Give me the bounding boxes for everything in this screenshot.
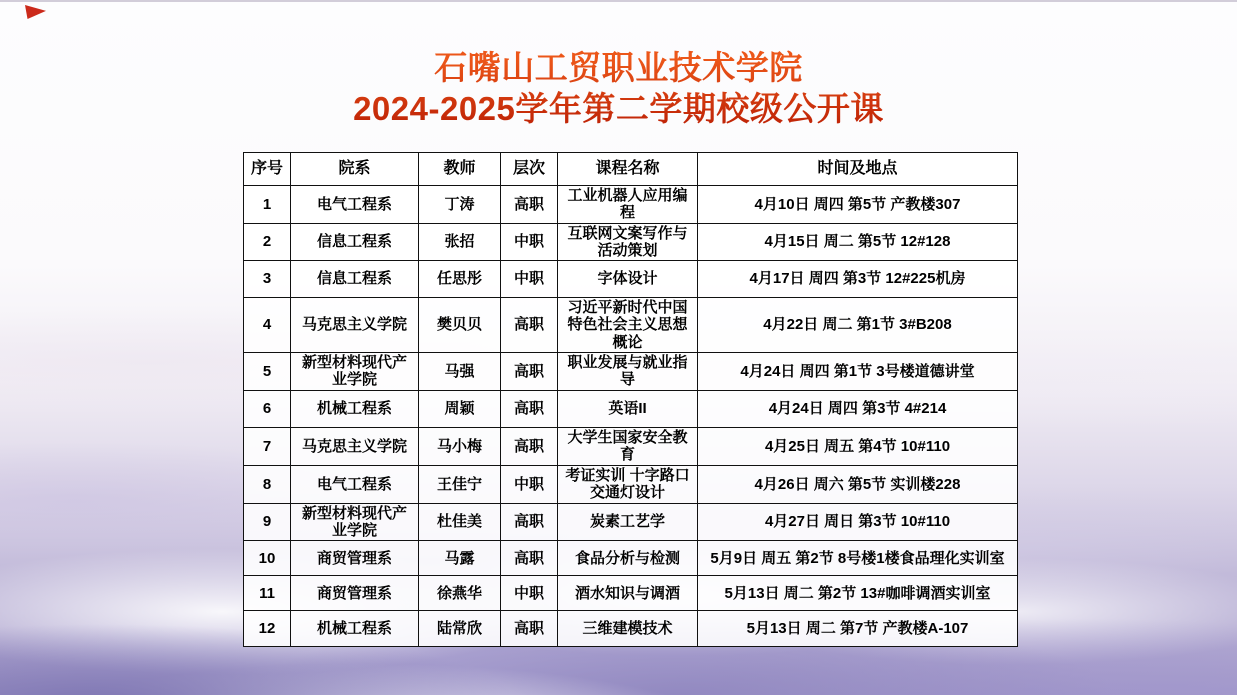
table-cell: 职业发展与就业指导: [558, 352, 698, 390]
header-cell-department: 院系: [291, 153, 419, 186]
table-cell: 马克思主义学院: [291, 427, 419, 465]
table-cell: 樊贝贝: [419, 298, 501, 353]
table-cell: 12: [244, 611, 291, 647]
table-cell: 任思彤: [419, 261, 501, 298]
table-row: [244, 427, 1018, 465]
table-cell: 新型材料现代产业学院: [291, 503, 419, 541]
table-cell: 4月25日 周五 第4节 10#110: [698, 427, 1018, 465]
table-cell: 杜佳美: [419, 503, 501, 541]
table-header-row: [244, 153, 1018, 186]
table-cell: 电气工程系: [291, 465, 419, 503]
table-cell: 王佳宁: [419, 465, 501, 503]
table-cell: 食品分析与检测: [558, 541, 698, 576]
table-cell: 5月13日 周二 第2节 13#咖啡调酒实训室: [698, 576, 1018, 611]
top-border-line: [0, 0, 1237, 2]
table-cell: 高职: [501, 427, 558, 465]
table-row: [244, 541, 1018, 576]
header-cell-index: 序号: [244, 153, 291, 186]
table-cell: 4月24日 周四 第3节 4#214: [698, 390, 1018, 427]
table-cell: 互联网文案写作与活动策划: [558, 223, 698, 261]
table-cell: 高职: [501, 541, 558, 576]
table-cell: 1: [244, 186, 291, 224]
table-cell: 高职: [501, 390, 558, 427]
table-row: [244, 390, 1018, 427]
table-row: [244, 611, 1018, 647]
header-cell-teacher: 教师: [419, 153, 501, 186]
table-cell: 习近平新时代中国特色社会主义思想概论: [558, 298, 698, 353]
table-cell: 中职: [501, 261, 558, 298]
table-cell: 6: [244, 390, 291, 427]
table-cell: 9: [244, 503, 291, 541]
table-cell: 高职: [501, 503, 558, 541]
table-cell: 4月24日 周四 第1节 3号楼道德讲堂: [698, 352, 1018, 390]
table-cell: 商贸管理系: [291, 541, 419, 576]
table-cell: 10: [244, 541, 291, 576]
table-cell: 新型材料现代产业学院: [291, 352, 419, 390]
table-row: [244, 465, 1018, 503]
table-cell: 大学生国家安全教育: [558, 427, 698, 465]
table-cell: 4月22日 周二 第1节 3#B208: [698, 298, 1018, 353]
table-row: [244, 503, 1018, 541]
page-title-line2: 2024-2025学年第二学期校级公开课: [353, 90, 884, 127]
table-cell: 5: [244, 352, 291, 390]
table-cell: 4月17日 周四 第3节 12#225机房: [698, 261, 1018, 298]
table-cell: 信息工程系: [291, 223, 419, 261]
table-cell: 商贸管理系: [291, 576, 419, 611]
table-cell: 电气工程系: [291, 186, 419, 224]
table-row: [244, 352, 1018, 390]
table-row: [244, 261, 1018, 298]
table-row: [244, 298, 1018, 353]
table-cell: 酒水知识与调酒: [558, 576, 698, 611]
table-cell: 机械工程系: [291, 611, 419, 647]
table-cell: 马强: [419, 352, 501, 390]
table-cell: 8: [244, 465, 291, 503]
table-cell: 5月9日 周五 第2节 8号楼1楼食品理化实训室: [698, 541, 1018, 576]
red-triangle-mark: [25, 5, 46, 19]
table-cell: 4月26日 周六 第5节 实训楼228: [698, 465, 1018, 503]
table-cell: 2: [244, 223, 291, 261]
table-cell: 高职: [501, 186, 558, 224]
table-cell: 中职: [501, 465, 558, 503]
table-cell: 陆常欣: [419, 611, 501, 647]
table-cell: 中职: [501, 576, 558, 611]
table-cell: 三维建模技术: [558, 611, 698, 647]
table-cell: 丁涛: [419, 186, 501, 224]
table-cell: 考证实训 十字路口交通灯设计: [558, 465, 698, 503]
table-cell: 炭素工艺学: [558, 503, 698, 541]
table-cell: 周颖: [419, 390, 501, 427]
table-cell: 中职: [501, 223, 558, 261]
table-cell: 4月27日 周日 第3节 10#110: [698, 503, 1018, 541]
table-cell: 机械工程系: [291, 390, 419, 427]
table-cell: 字体设计: [558, 261, 698, 298]
table-cell: 马克思主义学院: [291, 298, 419, 353]
table-cell: 5月13日 周二 第7节 产教楼A-107: [698, 611, 1018, 647]
table-cell: 信息工程系: [291, 261, 419, 298]
table-cell: 3: [244, 261, 291, 298]
table-row: [244, 223, 1018, 261]
table-cell: 英语II: [558, 390, 698, 427]
table-cell: 高职: [501, 352, 558, 390]
table-cell: 高职: [501, 298, 558, 353]
table-cell: 高职: [501, 611, 558, 647]
table-cell: 4: [244, 298, 291, 353]
table-body: [244, 186, 1018, 647]
table-cell: 4月10日 周四 第5节 产教楼307: [698, 186, 1018, 224]
table-cell: 马小梅: [419, 427, 501, 465]
table-cell: 4月15日 周二 第5节 12#128: [698, 223, 1018, 261]
table-cell: 11: [244, 576, 291, 611]
header-cell-course: 课程名称: [558, 153, 698, 186]
header-cell-level: 层次: [501, 153, 558, 186]
page-title: [0, 47, 1237, 129]
table-cell: 张招: [419, 223, 501, 261]
table-cell: 马露: [419, 541, 501, 576]
header-cell-time-place: 时间及地点: [698, 153, 1018, 186]
table-cell: 工业机器人应用编程: [558, 186, 698, 224]
page-title-line1: 石嘴山工贸职业技术学院: [434, 49, 803, 86]
table-cell: 7: [244, 427, 291, 465]
table-row: [244, 186, 1018, 224]
open-class-schedule-table: [243, 152, 1018, 647]
table-cell: 徐燕华: [419, 576, 501, 611]
table-row: [244, 576, 1018, 611]
